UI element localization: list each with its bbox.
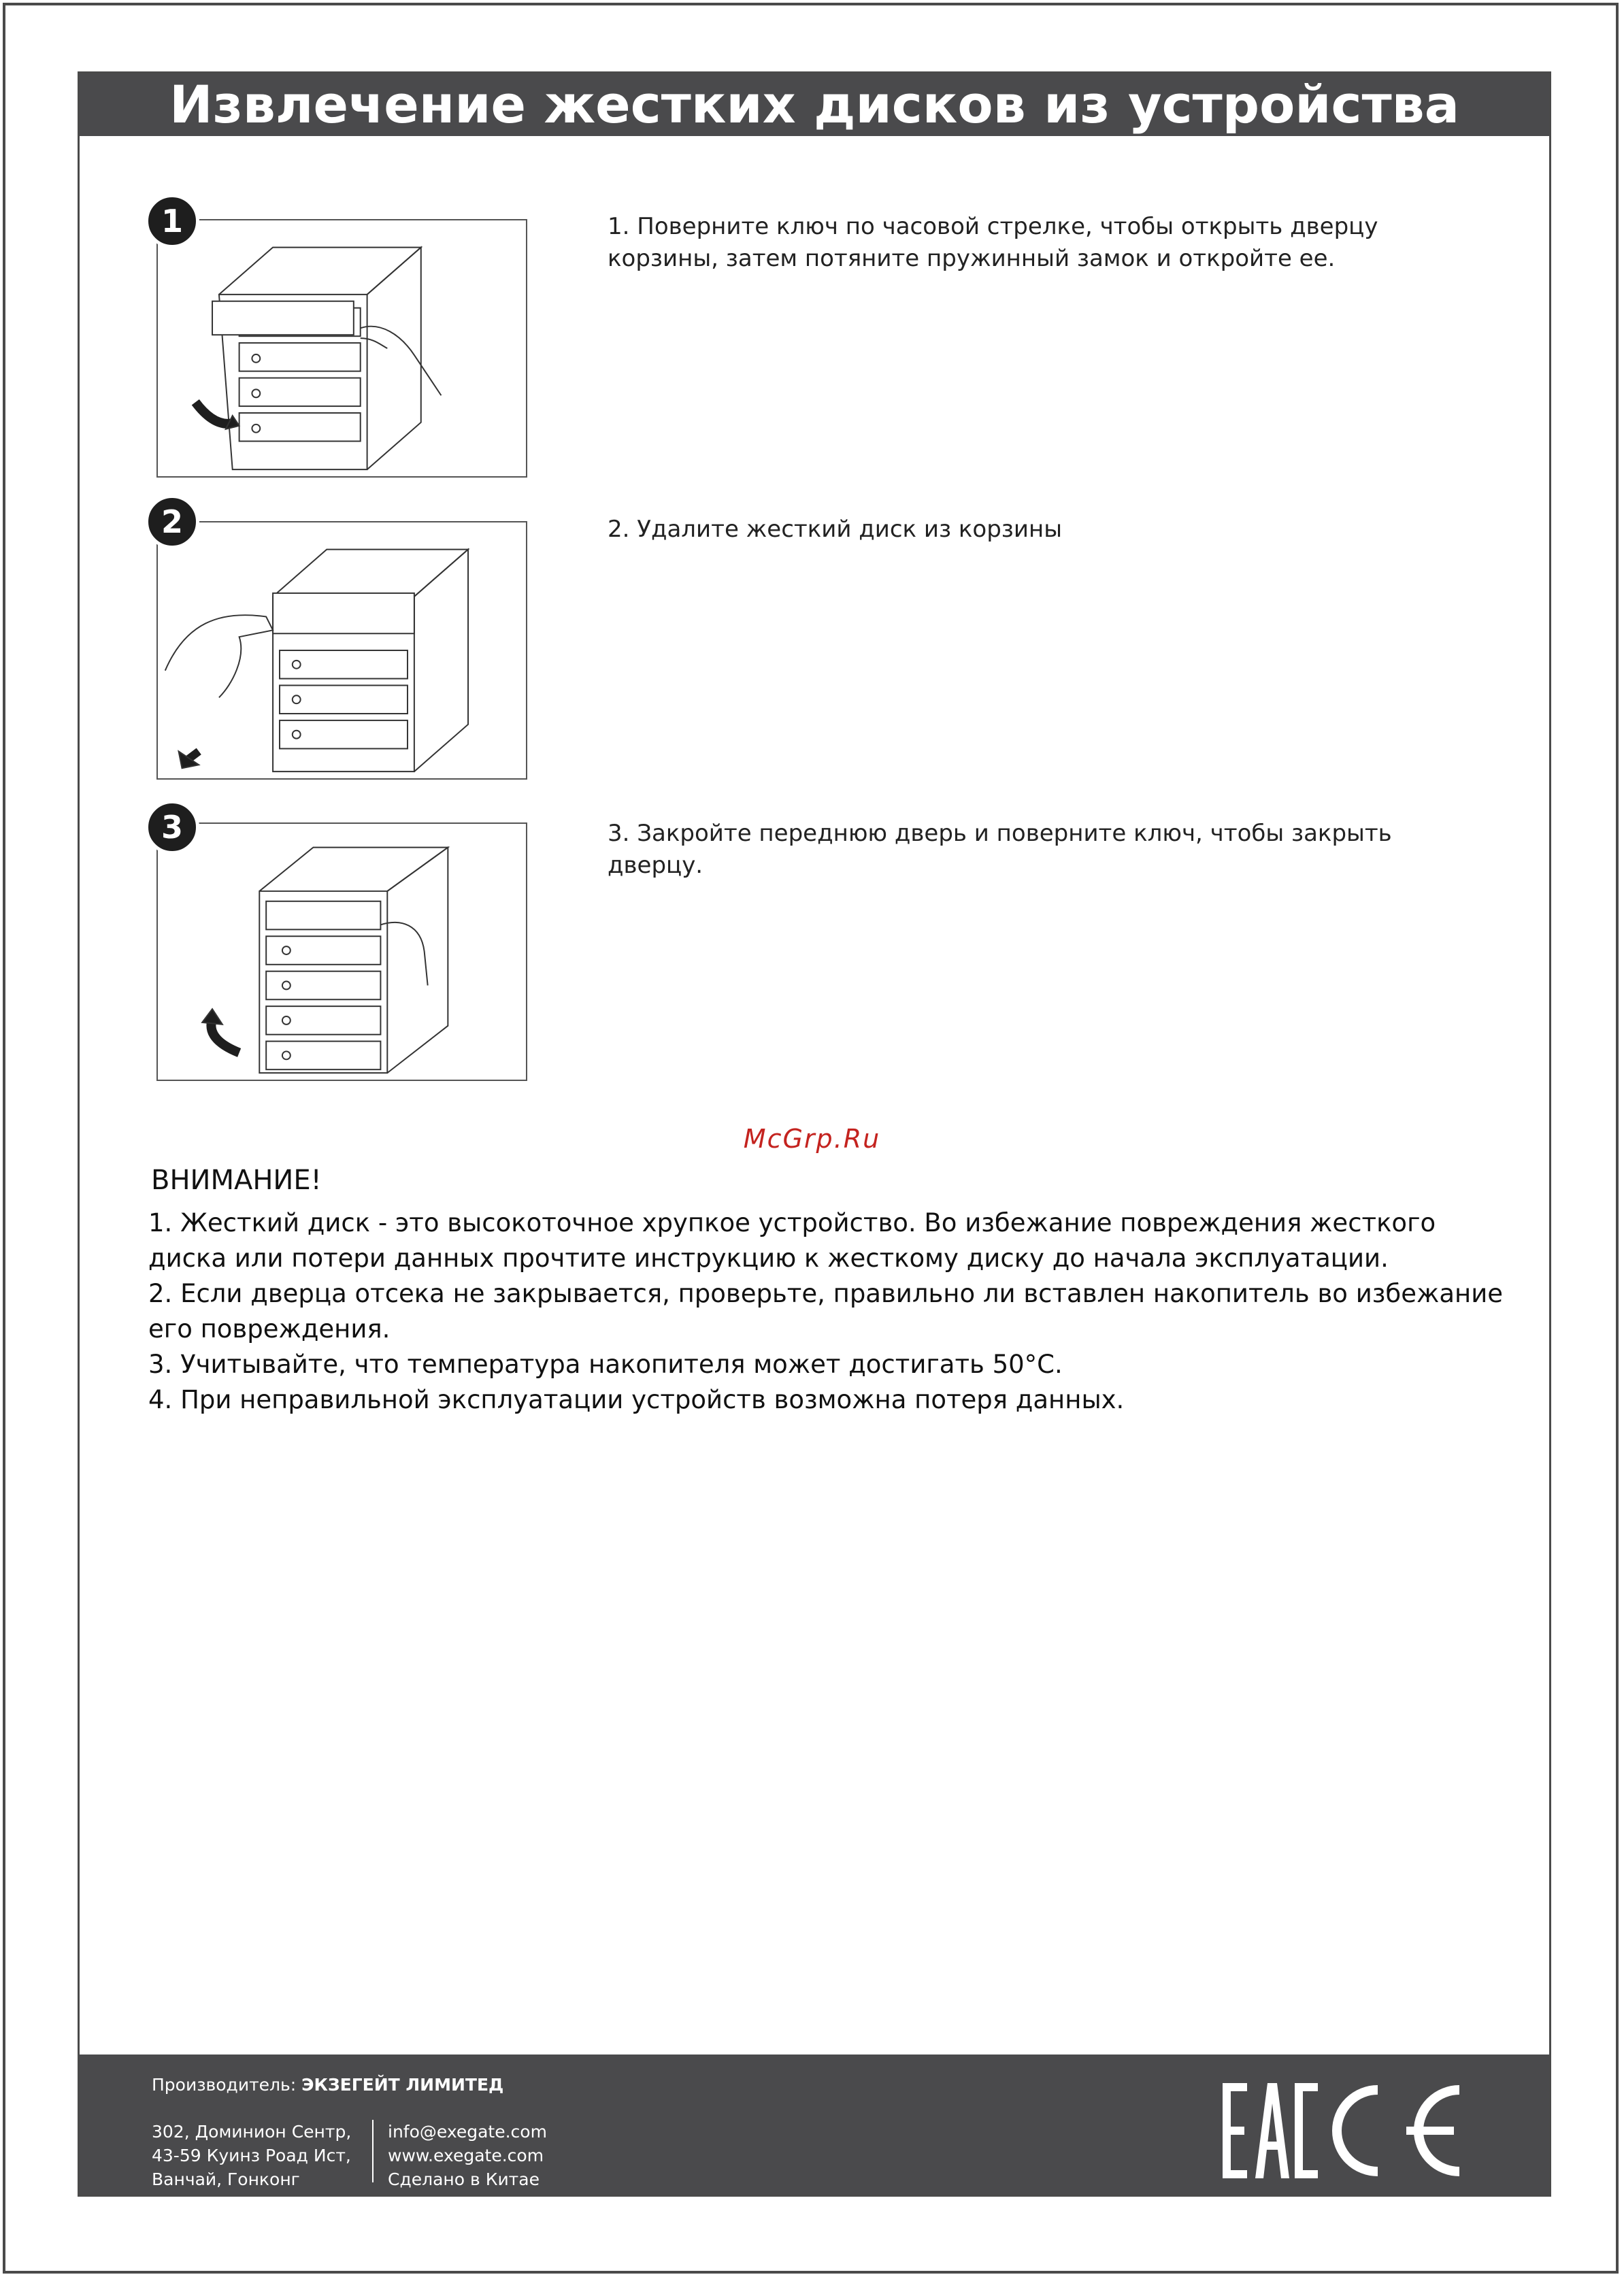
manufacturer-contacts <box>388 2120 547 2191</box>
footer-divider <box>372 2120 374 2182</box>
step-3-badge: 3 <box>145 800 199 854</box>
made-in: Сделано в Китае <box>388 2169 540 2189</box>
warning-item: 2. Если дверца отсека не закрывается, проверьте, правильно ли вставлен накопитель во избежание его повреждения. <box>148 1279 1504 1344</box>
watermark: McGrp.Ru <box>743 1124 881 1154</box>
step-3-illustration <box>156 822 527 1081</box>
warning-list <box>148 1205 1509 1418</box>
address-line: 302, Доминион Сентр, <box>152 2122 352 2142</box>
address-line: Ванчай, Гонконг <box>152 2169 300 2189</box>
footer <box>80 2055 1549 2195</box>
manufacturer-label: Производитель: <box>152 2075 297 2095</box>
step-3-instruction: 3. Закройте переднюю дверь и поверните ключ, чтобы закрыть дверцу. <box>608 820 1392 879</box>
step-1-illustration <box>156 219 527 478</box>
warning-item: 4. При неправильной эксплуатации устройств возможна потеря данных. <box>148 1385 1125 1414</box>
address-line: 43-59 Куинз Роад Ист, <box>152 2146 351 2165</box>
certification-marks-icon <box>1223 2083 1468 2178</box>
warning-item: 1. Жесткий диск - это высокоточное хрупкое устройство. Во избежание повреждения жесткого диска или потери данных прочтите инструкцию к жесткому диску до начала эксплуатации. <box>148 1208 1436 1273</box>
step-2-badge: 2 <box>145 495 199 549</box>
page-title: Извлечение жестких дисков из устройства <box>80 73 1549 136</box>
step-1-instruction: 1. Поверните ключ по часовой стрелке, чтобы открыть дверцу корзины, затем потяните пружинный замок и откройте ее. <box>608 213 1378 272</box>
warning-heading: ВНИМАНИЕ! <box>151 1165 322 1196</box>
manufacturer-line <box>152 2075 503 2095</box>
warning-item: 3. Учитывайте, что температура накопителя может достигать 50°С. <box>148 1350 1063 1379</box>
manufacturer-name: ЭКЗЕГЕЙТ ЛИМИТЕД <box>301 2075 504 2095</box>
manufacturer-address <box>152 2120 351 2191</box>
step-1-badge: 1 <box>145 194 199 248</box>
step-2-illustration <box>156 521 527 780</box>
contact-website: www.exegate.com <box>388 2146 544 2165</box>
step-2-instruction: 2. Удалите жесткий диск из корзины <box>608 516 1063 543</box>
contact-email: info@exegate.com <box>388 2122 547 2142</box>
